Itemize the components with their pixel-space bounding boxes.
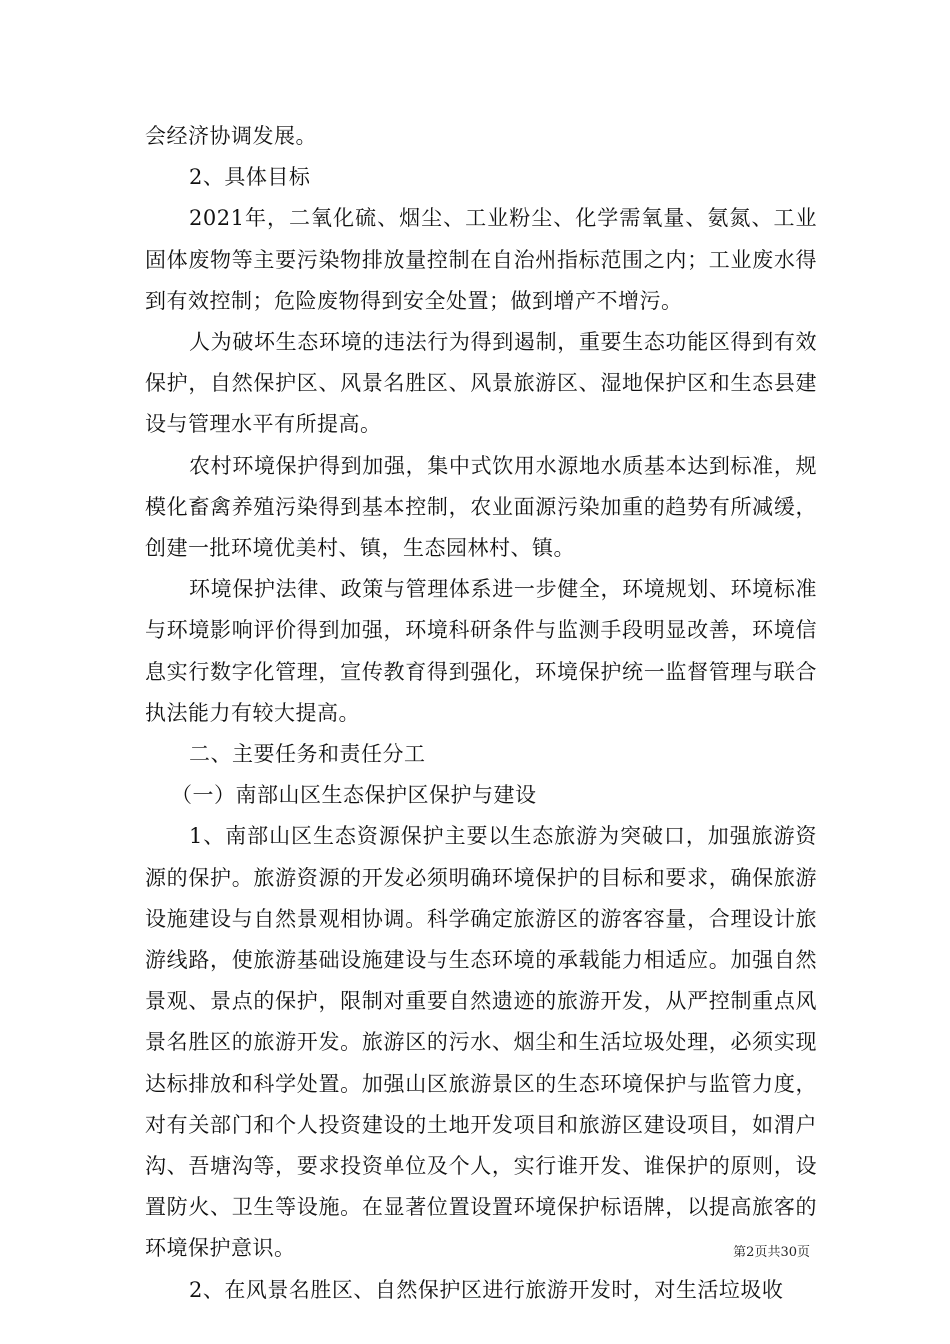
paragraph-legal-system: 环境保护法律、政策与管理体系进一步健全，环境规划、环境标准与环境影响评价得到加强，环境科研条件与监测手段明显改善，环境信息实行数字化管理，宣传教育得到强化，环境保护统一监督管理与联合执法能力有较大提高。 — [145, 577, 817, 725]
document-body — [145, 116, 817, 1311]
heading-southern-mountain-area: （一）南部山区生态保护区保护与建设 — [171, 783, 537, 808]
paragraph-ecological-protection: 人为破坏生态环境的违法行为得到遏制，重要生态功能区得到有效保护，自然保护区、风景名胜区、风景旅游区、湿地保护区和生态县建设与管理水平有所提高。 — [145, 330, 817, 437]
heading-specific-goals: 2、具体目标 — [189, 165, 311, 190]
page-number-footer: 第2页共30页 — [733, 1245, 810, 1260]
paragraph-continuation: 会经济协调发展。 — [145, 124, 317, 148]
paragraph-tourism-protection: 1、南部山区生态资源保护主要以生态旅游为突破口，加强旅游资源的保护。旅游资源的开发必须明确环境保护的目标和要求，确保旅游设施建设与自然景观相协调。科学确定旅游区的游客容量，合理设计旅游线路，使旅游基础设施建设与生态环境的承载能力相适应。加强自然景观、景点的保护，限制对重要自然遗迹的旅游开发，从严控制重点风景名胜区的旅游开发。旅游区的污水、烟尘和生活垃圾处理，必须实现达标排放和科学处置。加强山区旅游景区的生态环境保护与监管力度，对有关部门和个人投资建设的土地开发项目和旅游区建设项目，如渭户沟、吾塘沟等，要求投资单位及个人，实行谁开发、谁保护的原则，设置防火、卫生等设施。在显著位置设置环境保护标语牌，以提高旅客的环境保护意识。 — [145, 824, 817, 1261]
paragraph-rural-environment: 农村环境保护得到加强，集中式饮用水源地水质基本达到标准，规模化畜禽养殖污染得到基本控制，农业面源污染加重的趋势有所减缓，创建一批环境优美村、镇，生态园林村、镇。 — [145, 453, 817, 561]
heading-main-tasks: 二、主要任务和责任分工 — [189, 742, 426, 767]
paragraph-pollutant-targets: 2021年，二氧化硫、烟尘、工业粉尘、化学需氧量、氨氮、工业固体废物等主要污染物排放量控制在自治州指标范围之内；工业废水得到有效控制；危险废物得到安全处置；做到增产不增污。 — [145, 206, 817, 313]
paragraph-scenic-area-development: 2、在风景名胜区、自然保护区进行旅游开发时，对生活垃圾收 — [189, 1277, 784, 1302]
